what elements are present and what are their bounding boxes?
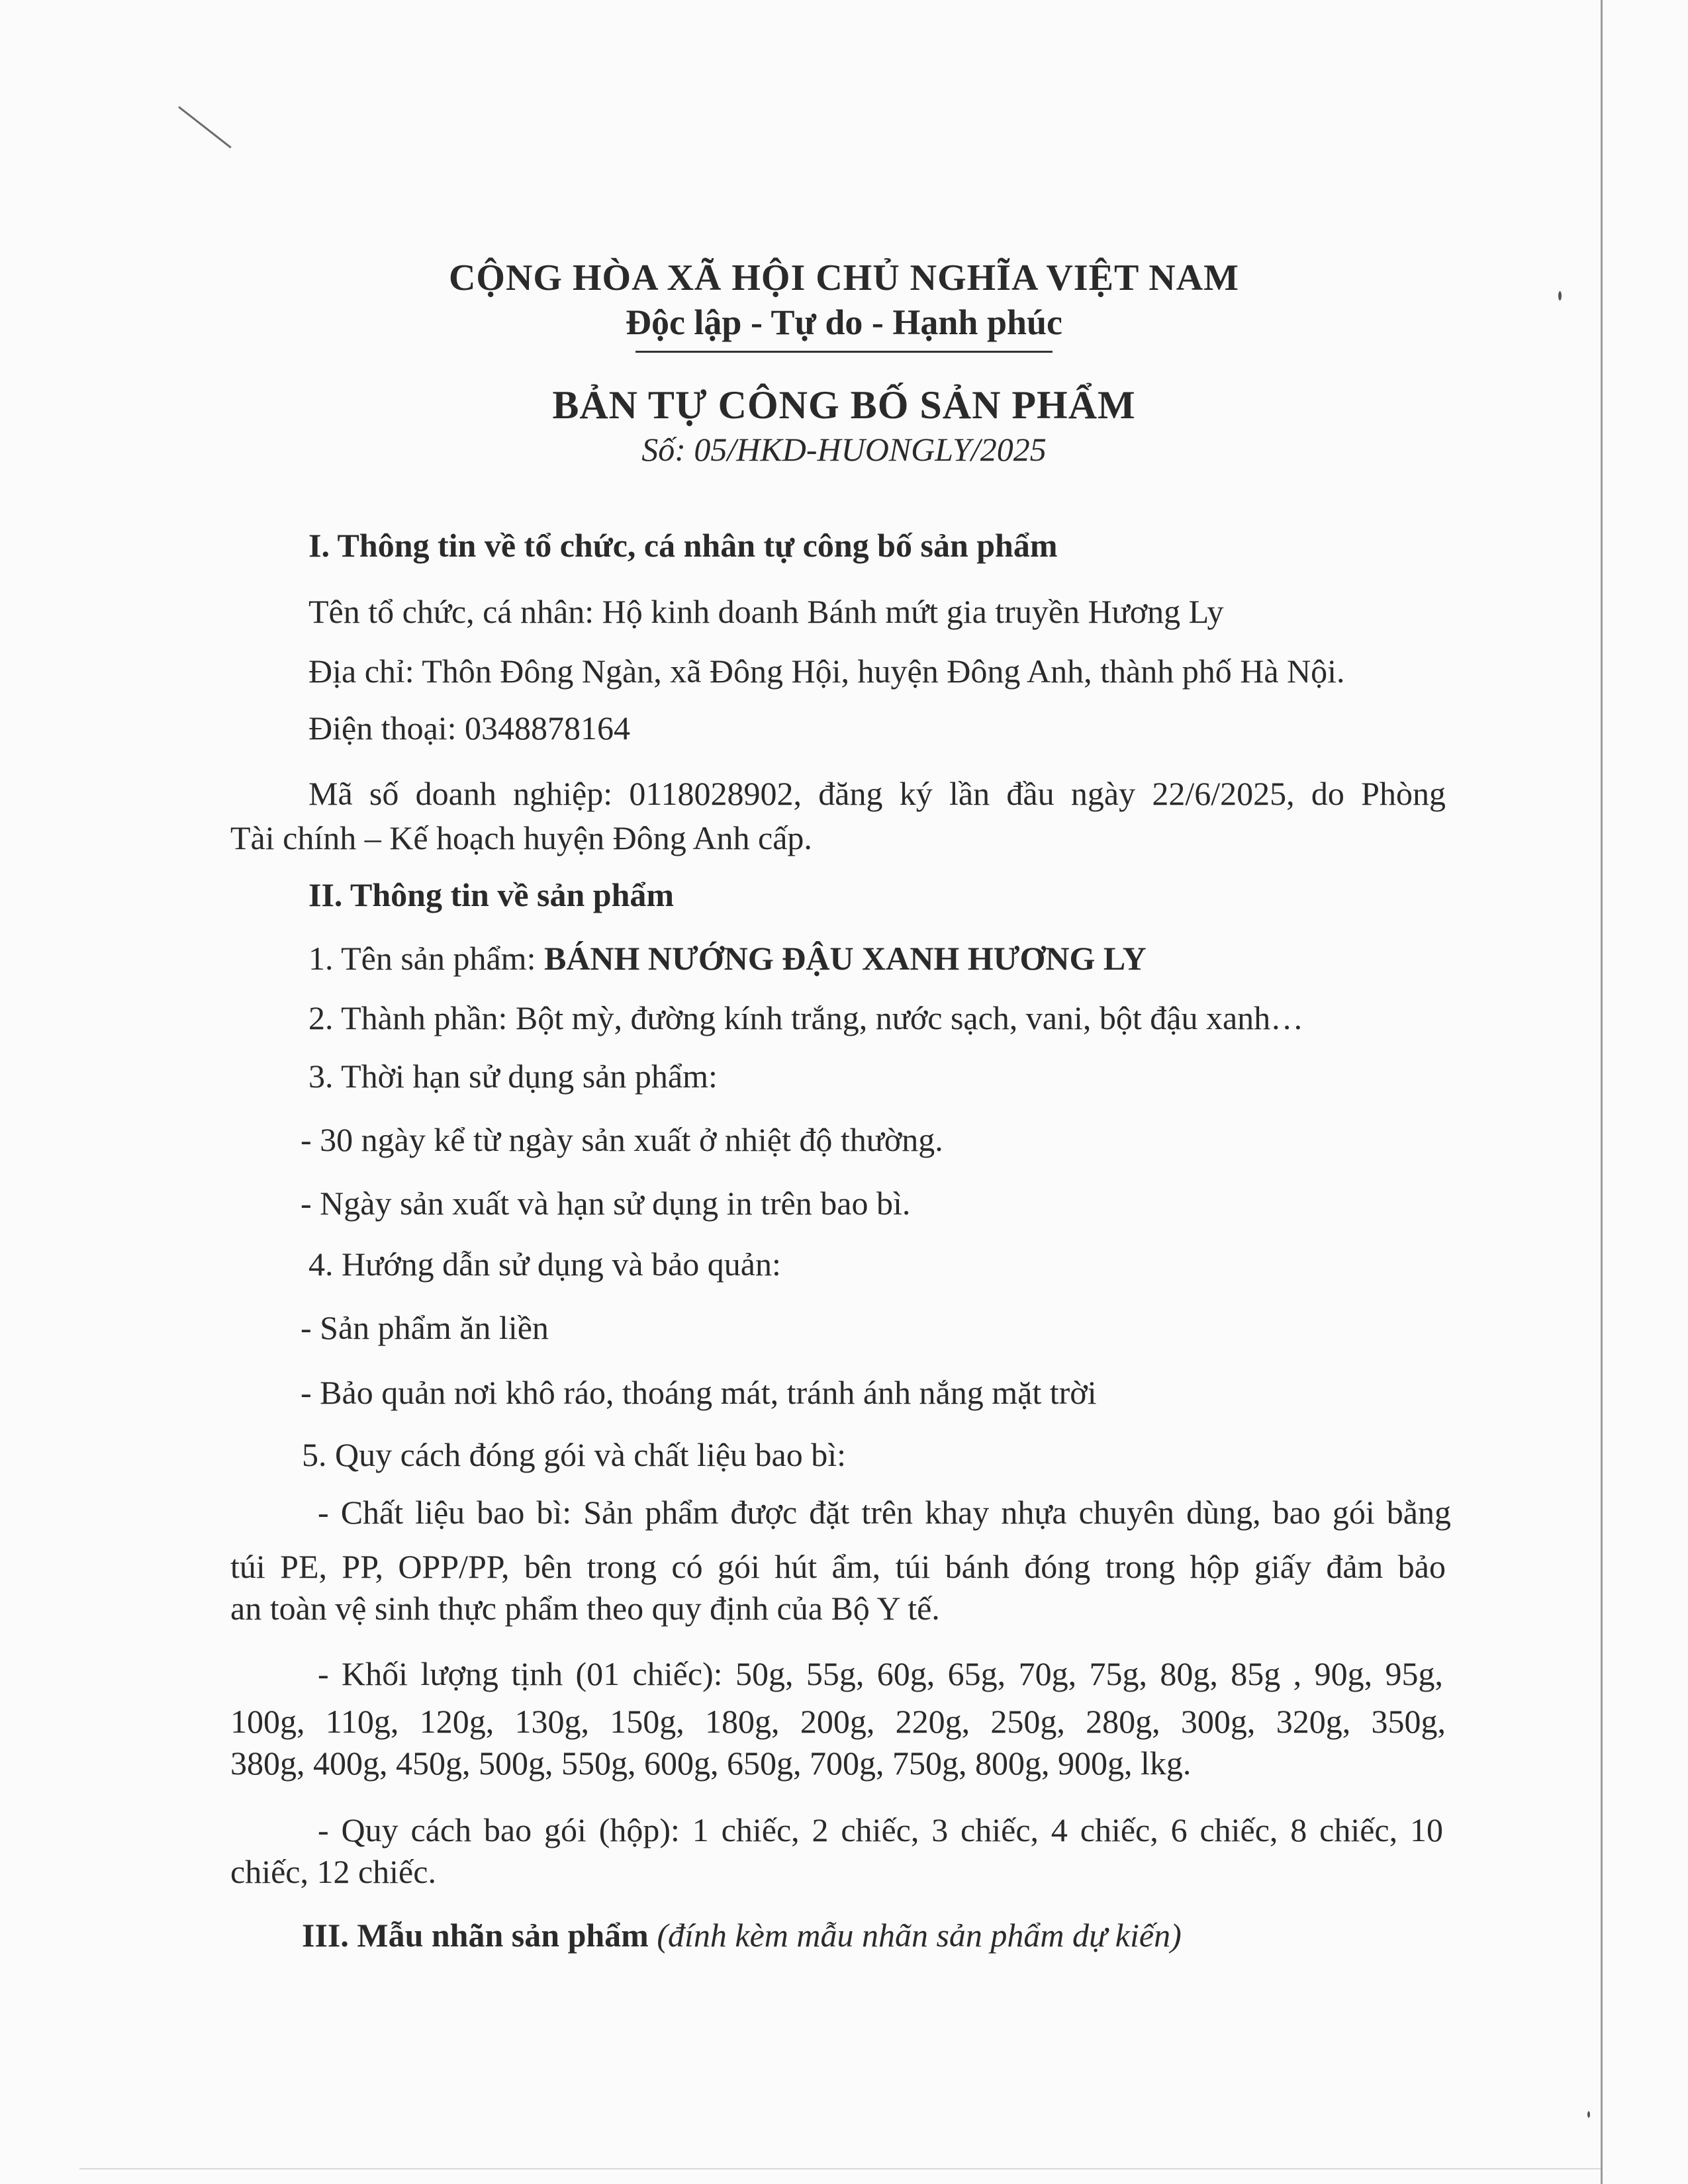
usage-item: - Bảo quản nơi khô ráo, thoáng mát, tránh ánh nắng mặt trời bbox=[301, 1374, 1097, 1411]
weight-line-3: 380g, 400g, 450g, 500g, 550g, 600g, 650g, 700g, 750g, 800g, 900g, lkg. bbox=[230, 1745, 1192, 1782]
document-number: Số: 05/HKD-HUONGLY/2025 bbox=[641, 431, 1047, 468]
weight-line-1: - Khối lượng tịnh (01 chiếc): 50g, 55g, 60g, 65g, 70g, 75g, 80g, 85g , 90g, 95g, bbox=[318, 1655, 1443, 1692]
usage-item: - Sản phẩm ăn liền bbox=[301, 1309, 549, 1346]
scan-mark bbox=[178, 106, 232, 148]
shelf-life-item: - 30 ngày kể từ ngày sản xuất ở nhiệt độ thường. bbox=[301, 1121, 943, 1158]
business-code-line-2: Tài chính – Kế hoạch huyện Đông Anh cấp. bbox=[230, 819, 812, 856]
packaging-heading: 5. Quy cách đóng gói và chất liệu bao bì: bbox=[302, 1436, 846, 1473]
section2-heading: II. Thông tin về sản phẩm bbox=[308, 876, 675, 913]
pack-spec-line-1: - Quy cách bao gói (hộp): 1 chiếc, 2 chiếc, 3 chiếc, 4 chiếc, 6 chiếc, 8 chiếc, 10 bbox=[318, 1811, 1443, 1848]
section3-heading: III. Mẫu nhãn sản phẩm bbox=[302, 1917, 657, 1954]
ingredients: 2. Thành phần: Bột mỳ, đường kính trắng, nước sạch, vani, bột đậu xanh… bbox=[308, 999, 1304, 1036]
section3-note: (đính kèm mẫu nhãn sản phẩm dự kiến) bbox=[657, 1917, 1182, 1954]
org-name: Tên tổ chức, cá nhân: Hộ kinh doanh Bánh mứt gia truyền Hương Ly bbox=[308, 593, 1224, 630]
product-name-line bbox=[308, 938, 1147, 978]
pack-spec-line-2: chiếc, 12 chiếc. bbox=[230, 1853, 436, 1890]
weight-line-2: 100g, 110g, 120g, 130g, 150g, 180g, 200g, 220g, 250g, 280g, 300g, 320g, 350g, bbox=[230, 1703, 1446, 1740]
shelf-life-heading: 3. Thời hạn sử dụng sản phẩm: bbox=[308, 1058, 718, 1095]
section1-heading: I. Thông tin về tổ chức, cá nhân tự công bố sản phẩm bbox=[308, 527, 1058, 564]
document-title: BẢN TỰ CÔNG BỐ SẢN PHẨM bbox=[552, 383, 1136, 427]
section3-heading-line bbox=[302, 1915, 1182, 1955]
material-line-3: an toàn vệ sinh thực phẩm theo quy định của Bộ Y tế. bbox=[230, 1590, 940, 1627]
usage-heading: 4. Hướng dẫn sử dụng và bảo quản: bbox=[308, 1246, 781, 1283]
business-code-line-1: Mã số doanh nghiệp: 0118028902, đăng ký lần đầu ngày 22/6/2025, do Phòng bbox=[308, 775, 1446, 812]
nation-header: CỘNG HÒA XÃ HỘI CHỦ NGHĨA VIỆT NAM bbox=[448, 257, 1240, 298]
product-name-label: 1. Tên sản phẩm: bbox=[308, 940, 544, 977]
scan-dot bbox=[1587, 2111, 1590, 2118]
material-line-1: - Chất liệu bao bì: Sản phẩm được đặt trên khay nhựa chuyên dùng, bao gói bằng bbox=[318, 1494, 1451, 1531]
scan-edge-bottom bbox=[79, 2168, 1601, 2169]
motto-underline bbox=[635, 351, 1053, 353]
product-name: BÁNH NƯỚNG ĐẬU XANH HƯƠNG LY bbox=[543, 940, 1147, 977]
motto: Độc lập - Tự do - Hạnh phúc bbox=[625, 302, 1063, 342]
material-line-2: túi PE, PP, OPP/PP, bên trong có gói hút ẩm, túi bánh đóng trong hộp giấy đảm bảo bbox=[230, 1548, 1446, 1585]
address: Địa chỉ: Thôn Đông Ngàn, xã Đông Hội, huyện Đông Anh, thành phố Hà Nội. bbox=[308, 653, 1345, 690]
phone: Điện thoại: 0348878164 bbox=[308, 709, 631, 747]
shelf-life-item: - Ngày sản xuất và hạn sử dụng in trên bao bì. bbox=[301, 1185, 911, 1222]
